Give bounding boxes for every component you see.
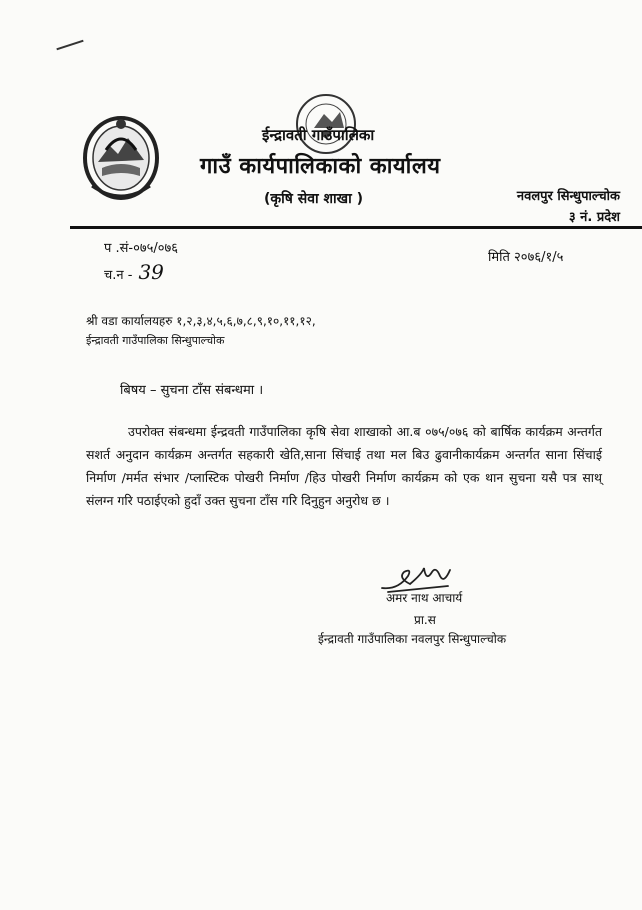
chalani-value: 39 [138,260,164,284]
department-name: (कृषि सेवा शाखा ) [264,191,363,207]
chalani-label: च.न - [104,268,133,283]
province-label: ३ नं. प्रदेश [568,210,620,225]
signatory-name: अमर नाथ आचार्य [386,591,463,605]
letter-body: उपरोक्त संबन्धमा ईन्द्रवती गाउँपालिका कृषि सेवा शाखाको आ.ब ०७५/०७६ को बार्षिक कार्यक्रम अन्तर्गत सशर्त अनुदान कार्यक्रम अन्तर्गत सहकारी खेति,साना सिंचाई तथा मल बिउ ढुवानीकार्यक्रम अन्तर्गत साना सिंचाई निर्माण /मर्मत संभार /प्लास्टिक पोखरी निर्माण /हिउ पोखरी निर्माण कार्यक्रम को एक थान सुचना यसै पत्र साथ् संलग्न गरि पठाईएको हुदाँ उक्त सुचना टाँस गरि दिनुहुन अनुरोध छ । [86,424,602,508]
office-title: गाउँ कार्यपालिकाको कार्यालय [200,154,441,179]
signatory-title: प्रा.स [414,613,436,627]
pen-stroke-mark [56,40,83,51]
recipient-address: ईन्द्रावती गाउँपालिका सिन्धुपाल्चोक [86,334,225,347]
nepal-emblem-icon [82,110,160,202]
office-location: नवलपुर सिन्धुपाल्चोक [516,189,620,204]
letter-date: मिति २०७६/१/५ [488,250,564,265]
signatory-office: ईन्द्रावती गाउँपालिका नवलपुर सिन्धुपाल्चोक [318,632,507,646]
chalani-number [104,260,164,284]
office-seal-icon [294,92,358,156]
reference-number: प .सं-०७५/०७६ [104,241,179,256]
subject-line: बिषय – सुचना टाँस संबन्धमा । [120,383,264,398]
municipality-name: ईन्द्रावती गाउँपालिका [262,126,375,144]
header-divider [70,226,642,229]
recipient-name: श्री वडा कार्यालयहरु १,२,३,४,५,६,७,८,९,१०,११,१२, [86,314,316,328]
